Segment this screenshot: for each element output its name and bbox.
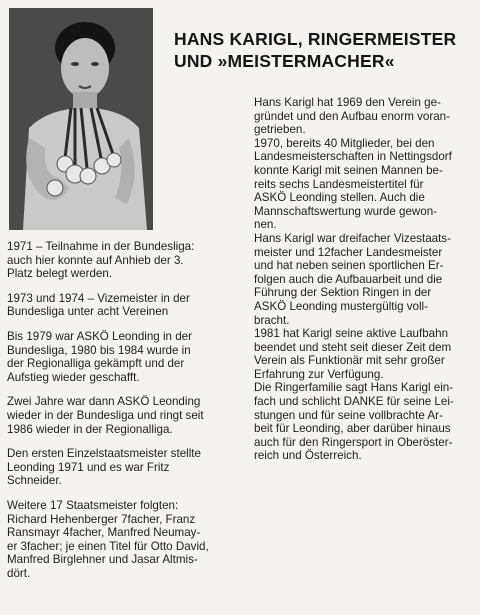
text-line: Hans Karigl war dreifacher Vizestaats- — [254, 231, 451, 245]
text-line: Richard Hehenberger 7facher, Franz — [7, 512, 196, 526]
paragraph-einzelstaatsmeister — [7, 447, 243, 488]
text-line: bracht. — [254, 313, 290, 327]
text-line: Die Ringerfamilie sagt Hans Karigl ein- — [254, 381, 454, 395]
text-line: Den ersten Einzelstaatsmeister stellte — [7, 447, 201, 461]
title-line: UND »MEISTERMACHER« — [174, 51, 395, 71]
text-line: beendet und steht seit dieser Zeit dem — [254, 340, 452, 354]
text-line: Zwei Jahre war dann ASKÖ Leonding — [7, 395, 201, 409]
text-line: dört. — [7, 566, 31, 580]
right-column-text — [254, 96, 476, 463]
text-line: konnte Karigl mit seinen Mannen be- — [254, 163, 443, 177]
text-line: Manfred Birglehner und Jasar Altmis- — [7, 553, 198, 567]
text-line: gründet und den Aufbau enorm voran- — [254, 109, 450, 123]
title-line: HANS KARIGL, RINGERMEISTER — [174, 29, 457, 49]
text-line: beit für Leonding, aber darüber hinaus — [254, 422, 451, 436]
text-line: folgen auch die Aufbauarbeit und die — [254, 272, 443, 286]
article-title — [174, 28, 474, 72]
text-line: auch für den Ringersport in Oberöster- — [254, 435, 453, 449]
text-line: 1970, bereits 40 Mitglieder, bei den — [254, 136, 435, 150]
text-line: und hat neben seinen sportlichen Er- — [254, 259, 444, 273]
text-line: fach und schlicht DANKE für seine Lei- — [254, 395, 454, 409]
text-line: Bundesliga, 1980 bis 1984 wurde in — [7, 343, 191, 357]
text-line: 1986 wieder in der Regionalliga. — [7, 422, 173, 436]
text-line: er 3facher; je einen Titel für Otto David, — [7, 539, 209, 553]
text-line: Mannschaftswertung wurde gewon- — [254, 204, 438, 218]
text-line: Hans Karigl hat 1969 den Verein ge- — [254, 96, 441, 109]
text-line: Bis 1979 war ASKÖ Leonding in der — [7, 329, 192, 343]
paragraph-regionalliga — [7, 330, 243, 384]
paragraph-vizemeister — [7, 292, 243, 319]
text-line: Landesmeisterschaften in Nettingsdorf — [254, 150, 452, 164]
wrestler-with-medals-photo — [9, 8, 153, 230]
text-line: Führung der Sektion Ringen in der — [254, 286, 432, 300]
text-line: Erfahrung zur Verfügung. — [254, 367, 384, 381]
text-line: Leonding 1971 und es war Fritz — [7, 460, 170, 474]
text-line: Aufstieg wieder geschafft. — [7, 370, 140, 384]
text-line: Verein als Funktionär mit sehr großer — [254, 354, 445, 368]
paragraph-zwei-jahre — [7, 395, 243, 436]
text-line: Platz belegt werden. — [7, 267, 113, 281]
text-line: wieder in der Bundesliga und ringt seit — [7, 408, 204, 422]
text-line: auch hier konnte auf Anhieb der 3. — [7, 253, 184, 267]
text-line: 1973 und 1974 – Vizemeister in der — [7, 291, 190, 305]
text-line: nen. — [254, 218, 277, 232]
text-line: ASKÖ Leonding stellen. Auch die — [254, 191, 425, 205]
text-line: reits sechs Landesmeistertitel für — [254, 177, 424, 191]
text-line: der Regionalliga gekämpft und der — [7, 357, 185, 371]
text-line: Bundesliga unter acht Vereinen — [7, 305, 169, 319]
text-line: reich und Österreich. — [254, 449, 362, 463]
paragraph-staatsmeister — [7, 499, 243, 581]
text-line: meister und 12facher Landesmeister — [254, 245, 443, 259]
text-line: ASKÖ Leonding mustergültig voll- — [254, 299, 428, 313]
text-line: getrieben. — [254, 123, 306, 137]
text-line: 1981 hat Karigl seine aktive Laufbahn — [254, 327, 449, 341]
text-line: 1971 – Teilnahme in der Bundesliga: — [7, 240, 195, 253]
paragraph-bundesliga-1971 — [7, 240, 243, 281]
text-line: Ransmayr 4facher, Manfred Neumay- — [7, 526, 201, 540]
left-column-text — [7, 240, 243, 591]
text-line: Schneider. — [7, 474, 62, 488]
text-line: Weitere 17 Staatsmeister folgten: — [7, 498, 179, 512]
text-line: stungen und für seine vollbrachte Ar- — [254, 408, 443, 422]
